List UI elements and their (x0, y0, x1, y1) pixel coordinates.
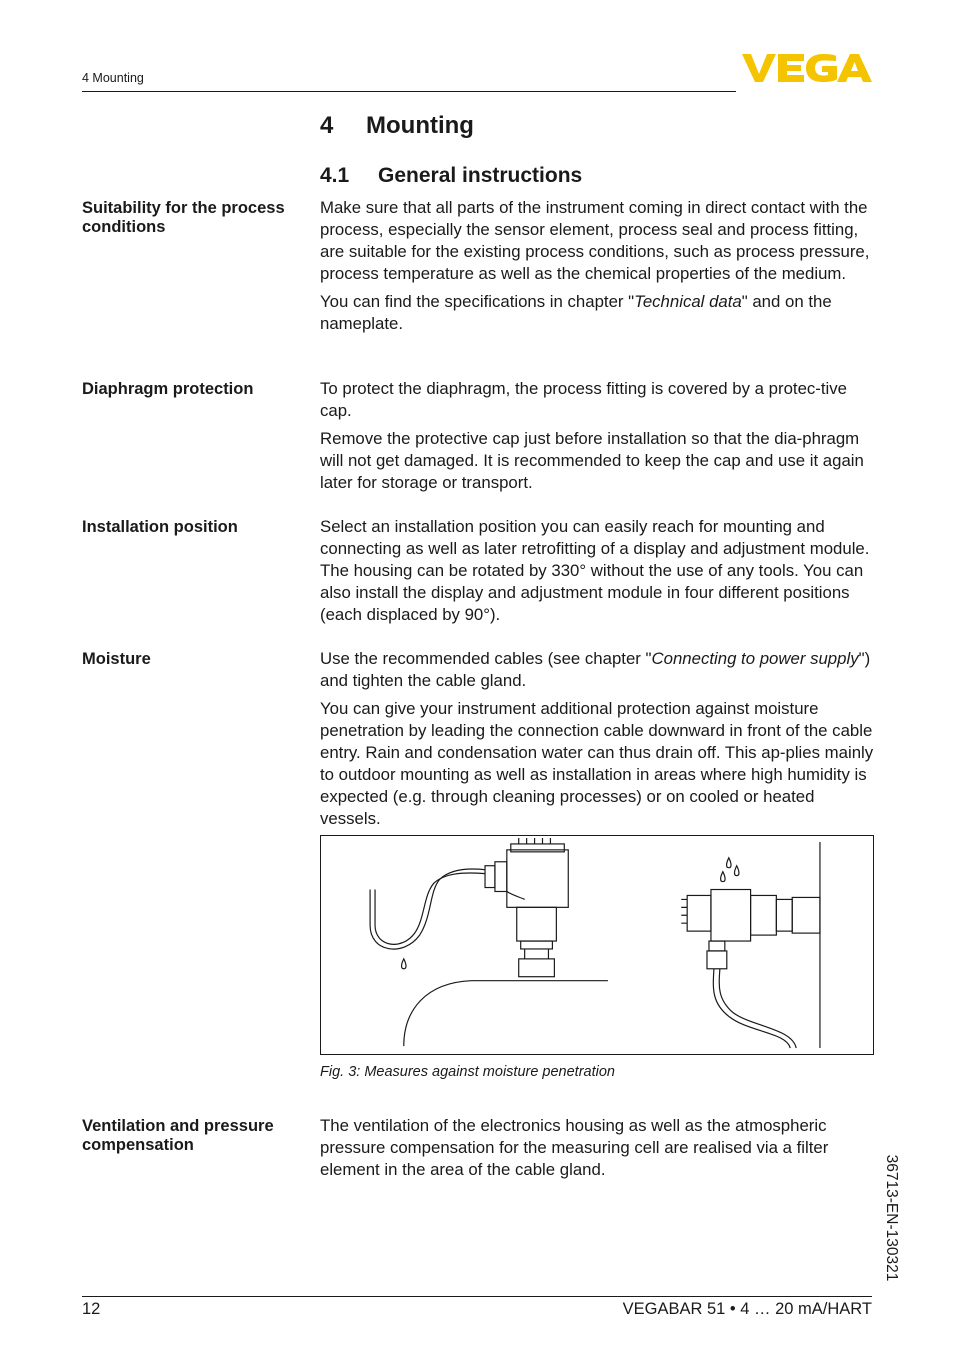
page-number: 12 (82, 1300, 101, 1318)
text-moisture: Use the recommended cables (see chapter "Connecting to power supply") and tighten the cable gland. You can give your instrument additional protection against moisture penetration by leading the connection cable downward in front of the cable entry. Rain and condensation water can thus drain off. This ap-plies mainly to outdoor mounting as well as installation in areas where high humidity is expected (e.g. through cleaning processes) or on cooled or heated vessels. (320, 649, 874, 828)
section-title: 4.1 General instructions (320, 164, 583, 187)
text-diaphragm: To protect the diaphragm, the process fitting is covered by a protec-tive cap. Remove the protective cap just before installation so that the dia-phragm will not get damaged. It is recommended to keep the cap and use it again later for storage or transport. (320, 379, 864, 492)
label-diaphragm: Diaphragm protection (82, 380, 254, 398)
figure-caption: Fig. 3: Measures against moisture penetration (320, 1064, 615, 1080)
running-header: 4 Mounting (82, 71, 144, 85)
product-name: VEGABAR 51 • 4 … 20 mA/HART (622, 1300, 872, 1318)
vega-logo (742, 52, 872, 84)
text-ventilation: The ventilation of the electronics housing as well as the atmospheric pressure compensation for the measuring cell are realised via a filter element in the area of the cable gland. (320, 1116, 829, 1179)
label-ventilation: Ventilation and pressure compensation (82, 1117, 274, 1154)
label-installation: Installation position (82, 518, 238, 536)
footer-rule (82, 1296, 872, 1297)
text-suitability: Make sure that all parts of the instrument coming in direct contact with the process, especially the sensor element, process seal and process fitting, are suitable for the existing process conditions, such as process pressure, process temperature as well as the chemical properties of the medium. You can find the specifications in chapter "Technical data" and on the nameplate. (320, 198, 870, 333)
text-installation: Select an installation position you can easily reach for mounting and connecting as well as later retrofitting of a display and adjustment module. The housing can be rotated by 330° without the use of any tools. You can also install the display and adjustment module in four different positions (each displaced by 90°). (320, 517, 870, 624)
header-rule (82, 91, 736, 92)
chapter-title: 4 Mounting (320, 112, 474, 139)
label-moisture: Moisture (82, 650, 151, 668)
document-code: 36713-EN-130321 (883, 1154, 900, 1282)
moisture-figure (320, 835, 874, 1055)
label-suitability: Suitability for the process conditions (82, 199, 285, 236)
